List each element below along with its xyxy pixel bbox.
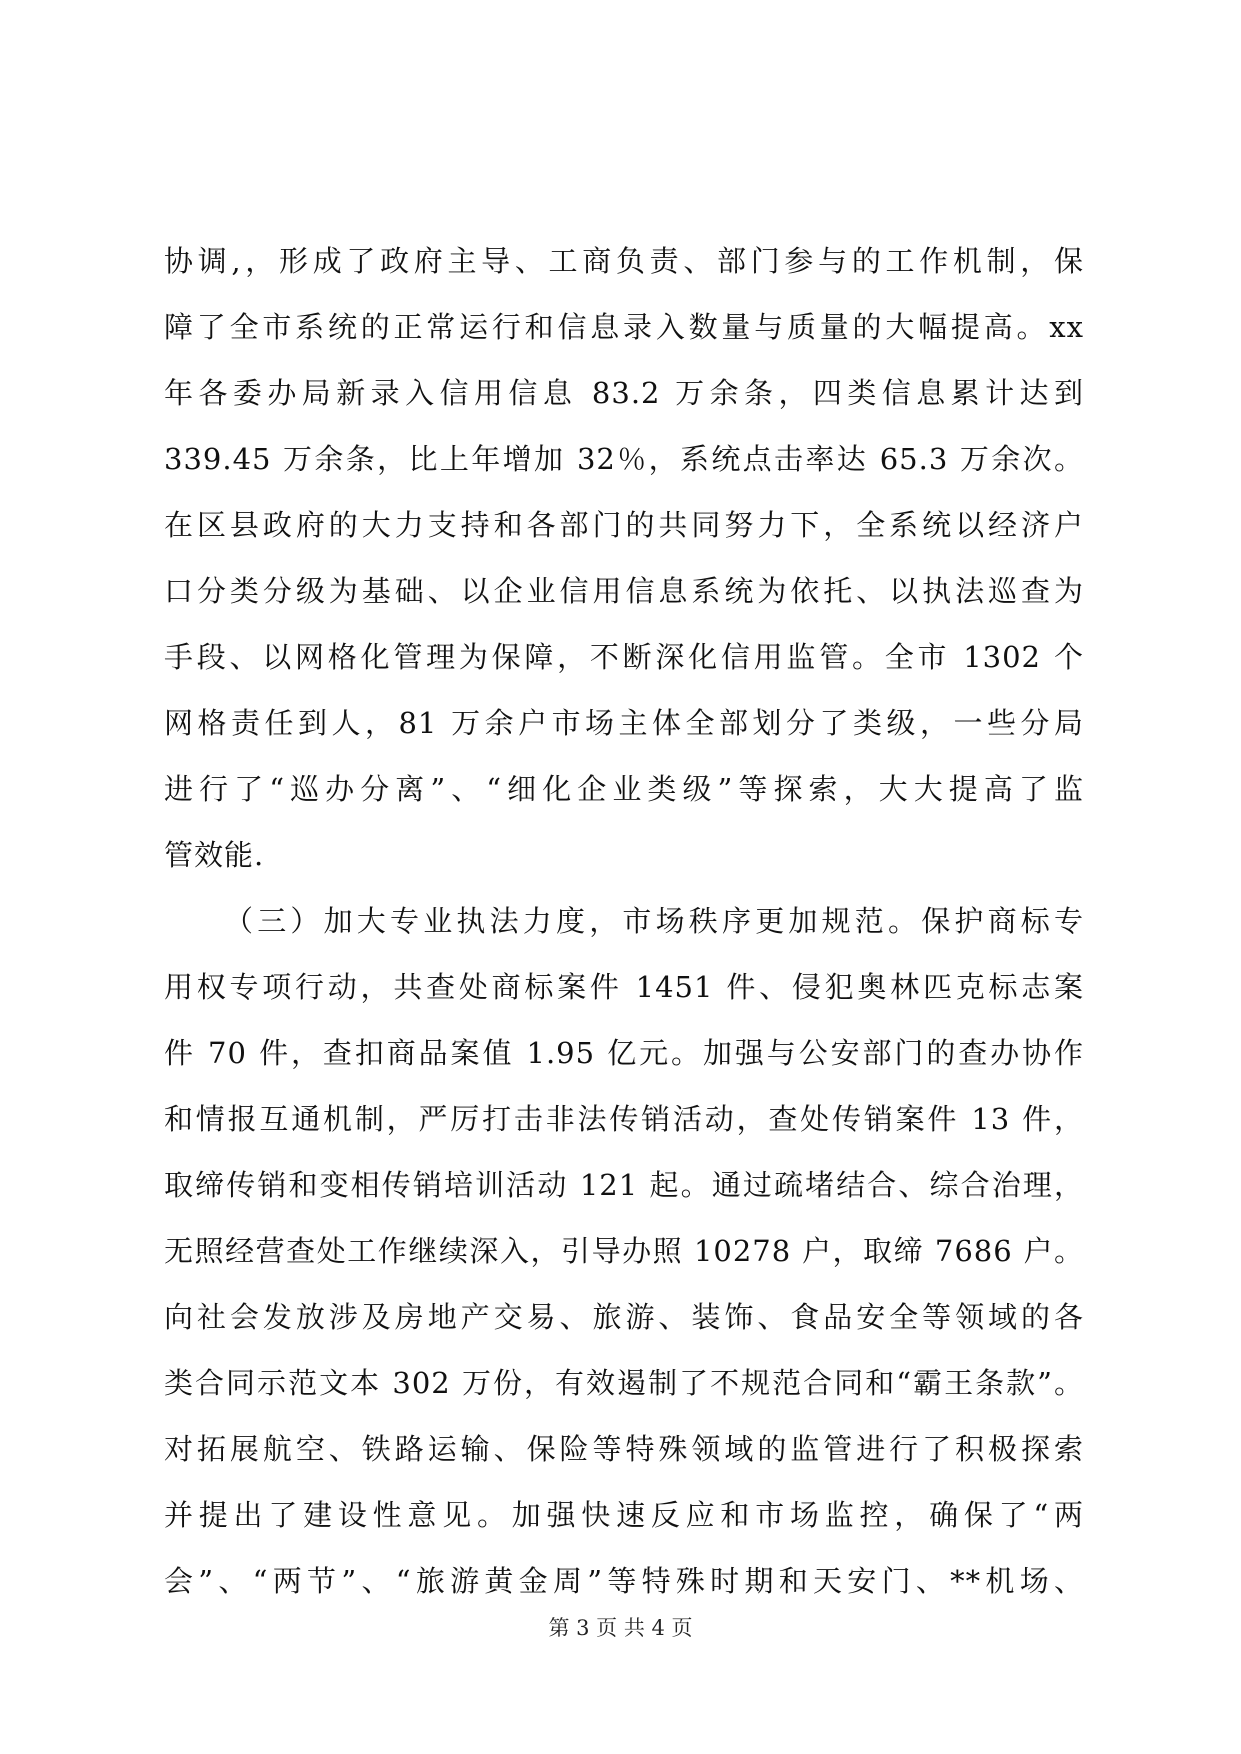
paragraph-line: 类合同示范文本 302 万份，有效遏制了不规范合同和“霸王条款”。 [164, 1366, 1084, 1400]
page-number-footer: 第 3 页 共 4 页 [548, 1616, 693, 1640]
paragraph-line: 对拓展航空、铁路运输、保险等特殊领域的监管进行了积极探索 [164, 1432, 1084, 1466]
paragraph-line: 并提出了建设性意见。加强快速反应和市场监控，确保了“两 [164, 1498, 1084, 1532]
document-body [164, 228, 1084, 1614]
paragraph-line: 进行了“巡办分离”、“细化企业类级”等探索，大大提高了监 [164, 772, 1084, 806]
paragraph-line: 会”、“两节”、“旅游黄金周”等特殊时期和天安门、**机场、 [164, 1564, 1084, 1598]
paragraph-line: 用权专项行动，共查处商标案件 1451 件、侵犯奥林匹克标志案 [164, 970, 1084, 1004]
paragraph-line: 年各委办局新录入信用信息 83.2 万余条，四类信息累计达到 [164, 376, 1084, 410]
section-heading-line: （三）加大专业执法力度，市场秩序更加规范。保护商标专 [224, 904, 1084, 938]
paragraph-line: 件 70 件，查扣商品案值 1.95 亿元。加强与公安部门的查办协作 [164, 1036, 1084, 1070]
paragraph-line: 协调,，形成了政府主导、工商负责、部门参与的工作机制，保 [164, 244, 1084, 278]
paragraph-line: 障了全市系统的正常运行和信息录入数量与质量的大幅提高。xx [164, 310, 1084, 344]
paragraph-line: 在区县政府的大力支持和各部门的共同努力下，全系统以经济户 [164, 508, 1084, 542]
paragraph-line: 口分类分级为基础、以企业信用信息系统为依托、以执法巡查为 [164, 574, 1084, 608]
paragraph-line: 无照经营查处工作继续深入，引导办照 10278 户，取缔 7686 户。 [164, 1234, 1084, 1268]
paragraph-line: 向社会发放涉及房地产交易、旅游、装饰、食品安全等领域的各 [164, 1300, 1084, 1334]
paragraph-line: 和情报互通机制，严厉打击非法传销活动，查处传销案件 13 件， [164, 1102, 1084, 1136]
paragraph-line: 网格责任到人，81 万余户市场主体全部划分了类级，一些分局 [164, 706, 1084, 740]
paragraph-line: 管效能. [164, 838, 265, 872]
paragraph-line: 取缔传销和变相传销培训活动 121 起。通过疏堵结合、综合治理， [164, 1168, 1084, 1202]
paragraph-line: 339.45 万余条，比上年增加 32％，系统点击率达 65.3 万余次。 [164, 442, 1084, 476]
paragraph-line: 手段、以网格化管理为保障，不断深化信用监管。全市 1302 个 [164, 640, 1084, 674]
